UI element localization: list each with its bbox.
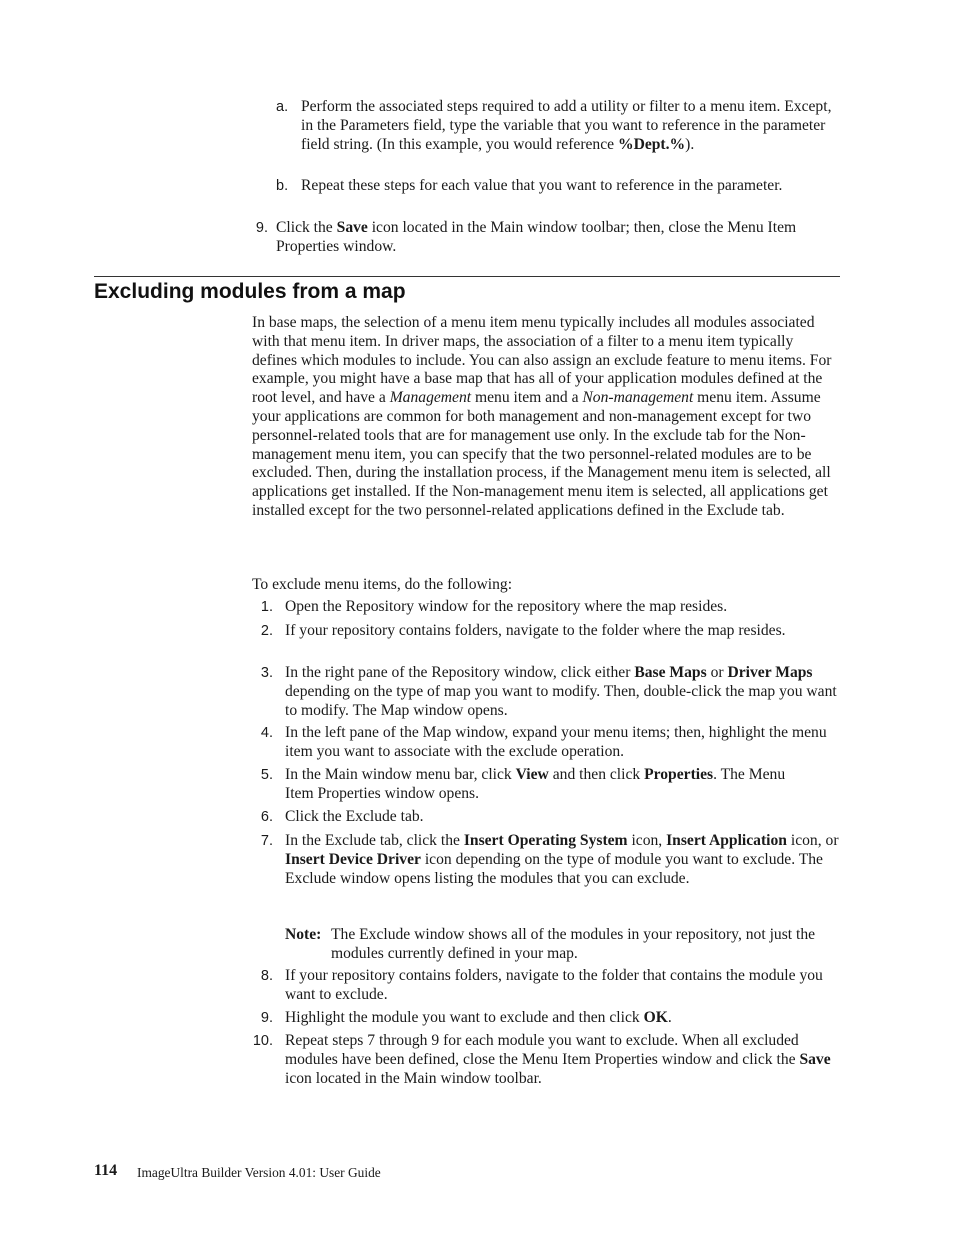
step-1-label: 1. <box>260 599 273 615</box>
step-7-text: In the Exclude tab, click the Insert Operating System icon, Insert Application icon, or Insert Device Driver icon depending on the type of module you want to exclude. The Exclude window opens listing the modules that you can exclude. <box>285 832 839 887</box>
step-2-text: If your repository contains folders, navigate to the folder where the map resides. <box>285 622 786 639</box>
note-label: Note: <box>285 926 322 943</box>
step-5-label: 5. <box>260 767 273 783</box>
section-rule <box>94 276 840 277</box>
step-5-text: In the Main window menu bar, click View and then click Properties. The Menu Item Properties window opens. <box>285 766 786 802</box>
step-3-label: 3. <box>260 665 273 681</box>
prev-step-9-label: 9. <box>255 220 268 236</box>
step-2-label: 2. <box>260 623 273 639</box>
step-3-text: In the right pane of the Repository window, click either Base Maps or Driver Maps depending on the type of map you want to modify. Then, double-click the map you want to modify. The Map window opens. <box>285 664 837 719</box>
step-1-text: Open the Repository window for the repository where the map resides. <box>285 598 728 615</box>
step-6-text: Click the Exclude tab. <box>285 808 424 825</box>
step-6-label: 6. <box>260 809 273 825</box>
page-number: 114 <box>94 1162 118 1179</box>
sub-step-a-label: a. <box>276 99 289 115</box>
sub-step-b-label: b. <box>276 178 289 194</box>
step-7-label: 7. <box>260 833 273 849</box>
footer-doc-title: ImageUltra Builder Version 4.01: User Guide <box>137 1165 381 1180</box>
section-title: Excluding modules from a map <box>94 280 406 303</box>
sub-step-b-text: Repeat these steps for each value that you want to reference in the parameter. <box>301 177 783 194</box>
sub-step-a-text: Perform the associated steps required to add a utility or filter to a menu item. Except, in the Parameters field, type the variable that you want to reference in the parameter field string. (In this example, you would reference %Dept.%). <box>301 98 832 153</box>
intro-paragraph: In base maps, the selection of a menu item menu typically includes all modules associated with that menu item. In driver maps, the association of a filter to a menu item typically defines which modules to include. You can also assign an exclude feature to menu items. For example, you might have a base map that has all of your application modules defined at the root level, and have a Management menu item and a Non-management menu item. Assume your applications are common for both management and non-management except for two personnel-related tools that are for management use only. In the exclude tab for the Non-management menu item, you can specify that the two personnel-related modules are to be excluded. Then, during the installation process, if the Management menu item is selected, all applications get installed. If the Non-management menu item is selected, all applications get installed except for the two personnel-related applications defined in the Exclude tab. <box>252 314 832 519</box>
step-4-label: 4. <box>260 725 273 741</box>
step-4-text: In the left pane of the Map window, expand your menu items; then, highlight the menu item you want to associate with the exclude operation. <box>285 724 827 760</box>
prev-step-9-text: Click the Save icon located in the Main window toolbar; then, close the Menu Item Properties window. <box>276 219 797 255</box>
step-8-label: 8. <box>260 968 273 984</box>
lead-in: To exclude menu items, do the following: <box>252 576 513 593</box>
note-text: The Exclude window shows all of the modules in your repository, not just the modules currently defined in your map. <box>331 926 816 962</box>
step-8-text: If your repository contains folders, navigate to the folder that contains the module you want to exclude. <box>285 967 823 1003</box>
step-10-label: 10. <box>252 1033 273 1049</box>
step-9-text: Highlight the module you want to exclude and then click OK. <box>285 1009 672 1026</box>
step-10-text: Repeat steps 7 through 9 for each module you want to exclude. When all excluded modules have been defined, close the Menu Item Properties window and click the Save icon located in the Main window toolbar. <box>285 1032 831 1087</box>
step-9-label: 9. <box>260 1010 273 1026</box>
